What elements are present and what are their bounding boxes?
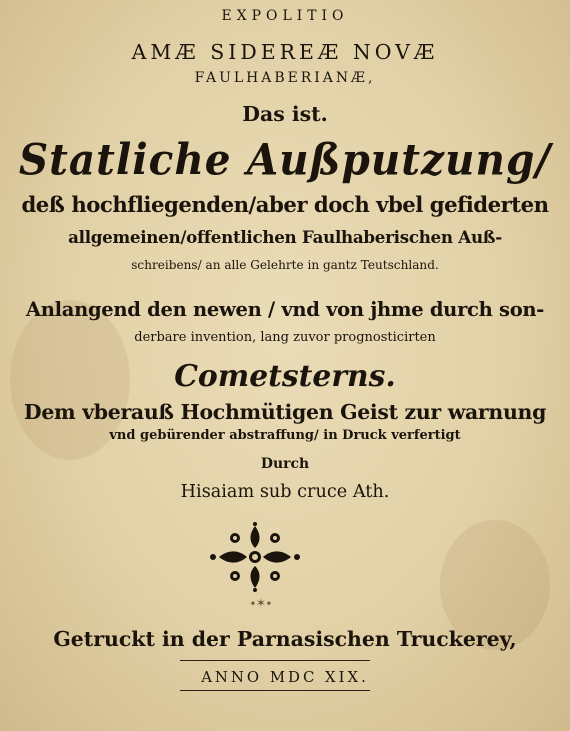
author-line: Hisaiam sub cruce Ath.: [180, 482, 390, 502]
title-line-13: vnd gebürender abstraffung/ in Druck verfertigt: [109, 428, 461, 443]
title-line-10: derbare invention, lang zuvor prognosticirten: [134, 330, 436, 345]
title-line-4: Das ist.: [242, 102, 328, 126]
title-line-8: schreibens/ an alle Gelehrte in gantz Teutschland.: [131, 258, 439, 272]
fleuron-ornament-icon: [205, 522, 305, 592]
title-line-11: Cometsterns.: [174, 359, 396, 394]
imprint-line: Getruckt in der Parnasischen Truckerey,: [53, 627, 517, 651]
title-line-9: Anlangend den newen / vnd von jhme durch son-: [25, 298, 545, 321]
divider-rule: [180, 660, 370, 661]
decorative-flourish: ∙✶∙: [250, 596, 272, 610]
title-line-1: EXPOLITIO: [221, 8, 349, 24]
year-line: ANNO MDC XIX.: [201, 668, 369, 686]
title-line-7: allgemeinen/offentlichen Faulhaberischen Auß-: [68, 227, 502, 247]
title-line-14: Durch: [260, 456, 310, 472]
main-title: Statliche Außputzung/: [18, 134, 552, 186]
title-line-3: FAULHABERIANÆ,: [194, 70, 376, 86]
title-line-6: deß hochfliegenden/aber doch vbel gefiderten: [21, 193, 549, 218]
title-line-12: Dem vberauß Hochmütigen Geist zur warnung: [23, 400, 547, 424]
title-line-2: AMÆ SIDEREÆ NOVÆ: [131, 40, 439, 64]
divider-rule: [180, 690, 370, 691]
